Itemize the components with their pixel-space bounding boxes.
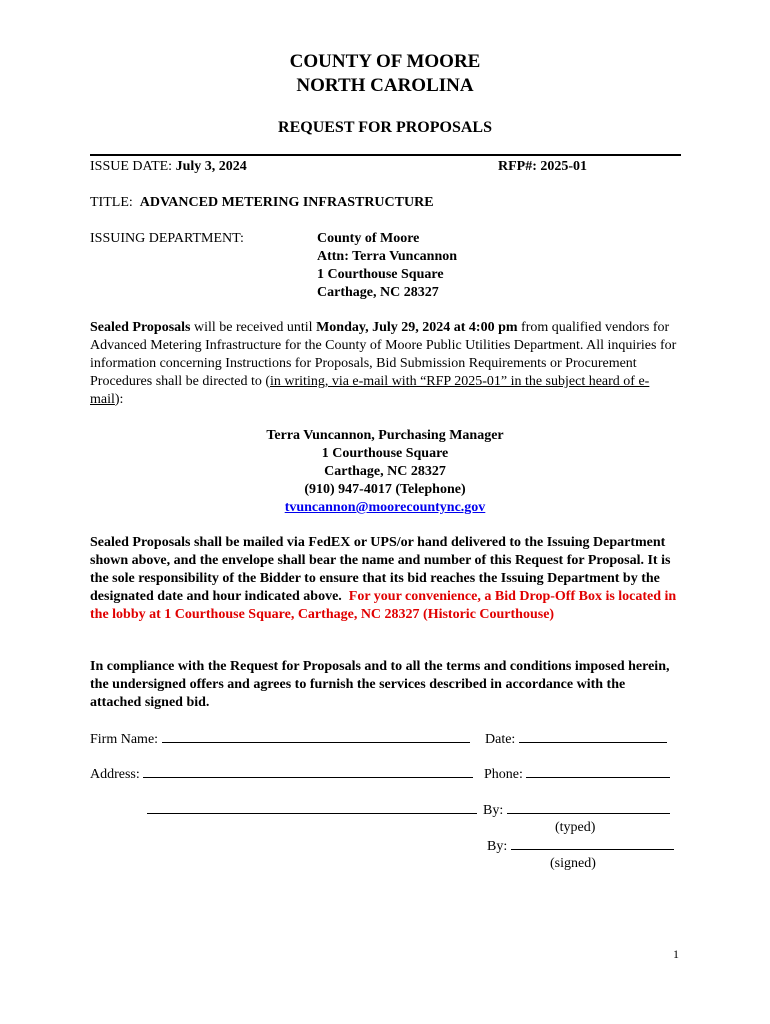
state-name: NORTH CAROLINA <box>296 75 474 96</box>
issue-date-label: ISSUE DATE: <box>90 159 173 174</box>
address-label: Address: <box>90 767 140 782</box>
contact-city: Carthage, NC 28327 <box>324 464 446 479</box>
date-line[interactable] <box>519 730 667 743</box>
header-divider <box>90 154 681 156</box>
contact-street: 1 Courthouse Square <box>321 446 449 461</box>
intro-text-3: ): <box>114 392 124 407</box>
firm-name-field <box>90 730 470 749</box>
contact-name: Terra Vuncannon, Purchasing Manager <box>266 428 504 443</box>
document-header <box>0 50 770 98</box>
compliance-paragraph: In compliance with the Request for Proposals and to all the terms and conditions imposed herein, the undersigned offers and agrees to furnish the services described in accordance with the attached signed bid. <box>90 659 670 710</box>
phone-field <box>484 765 670 784</box>
dept-line: County of Moore <box>317 231 420 246</box>
date-label: Date: <box>485 732 516 747</box>
firm-name-line[interactable] <box>162 730 470 743</box>
by-label: By: <box>487 839 508 854</box>
dept-line: Attn: Terra Vuncannon <box>317 249 458 264</box>
typed-caption: (typed) <box>555 820 596 835</box>
rfp-number-line <box>498 158 587 176</box>
title-label: TITLE: <box>90 195 133 210</box>
address-line-2-field <box>147 801 477 820</box>
by-typed-field <box>483 801 670 820</box>
page-number: 1 <box>673 947 679 961</box>
firm-name-label: Firm Name: <box>90 732 159 747</box>
address-line[interactable] <box>143 765 473 778</box>
rfp-number: 2025-01 <box>540 159 588 174</box>
dept-label: ISSUING DEPARTMENT: <box>90 231 244 246</box>
intro-text-1: will be received until <box>190 320 317 335</box>
by-signed-line[interactable] <box>511 837 674 850</box>
contact-email-link[interactable]: tvuncannon@moorecountync.gov <box>284 500 486 515</box>
by-signed-field <box>487 837 674 856</box>
signed-caption: (signed) <box>550 856 596 871</box>
intro-paragraph <box>90 319 680 409</box>
date-field <box>485 730 667 749</box>
by-label: By: <box>483 803 504 818</box>
phone-line[interactable] <box>526 765 670 778</box>
address-line-2[interactable] <box>147 801 477 814</box>
intro-text-2: from qualified vendors for Advanced Metering Infrastructure for the County of Moore Public Utilities Department. All inquiries for information concerning Instructions for Proposals, Bid Submission Requirements or Procurement Procedures shall be directed to ( <box>90 320 677 389</box>
title-value: ADVANCED METERING INFRASTRUCTURE <box>139 195 434 210</box>
dept-line: 1 Courthouse Square <box>317 267 444 282</box>
contact-phone: (910) 947-4017 (Telephone) <box>304 482 466 497</box>
dept-line: Carthage, NC 28327 <box>317 285 439 300</box>
title-line <box>90 194 434 212</box>
issue-date-line <box>90 158 247 176</box>
doc-type-heading: REQUEST FOR PROPOSALS <box>278 119 492 136</box>
issue-date-value: July 3, 2024 <box>175 159 247 174</box>
contact-block <box>0 427 770 517</box>
drop-off-notice: For your convenience, a Bid Drop-Off Box is located in the lobby at 1 Courthouse Square, Carthage, NC 28327 (Historic Courthouse) <box>90 589 677 622</box>
phone-label: Phone: <box>484 767 523 782</box>
intro-sealed: Sealed Proposals <box>90 320 191 335</box>
delivery-text: Sealed Proposals shall be mailed via FedEX or UPS/or hand delivered to the Issuing Department shown above, and the envelope shall bear the name and number of this Request for Proposal. It is the sole responsibility of the Bidder to ensure that its bid reaches the Issuing Department by the designated date and hour indicated above. <box>90 535 671 604</box>
rfp-label: RFP#: <box>498 159 537 174</box>
county-name: COUNTY OF MOORE <box>289 51 481 72</box>
intro-underlined: in writing, via e-mail with “RFP 2025-01” in the subject heard of e-mail <box>90 374 650 407</box>
intro-deadline: Monday, July 29, 2024 at 4:00 pm <box>316 320 518 335</box>
delivery-paragraph <box>90 534 680 624</box>
address-field <box>90 765 473 784</box>
dept-address <box>317 230 457 302</box>
by-typed-line[interactable] <box>507 801 670 814</box>
